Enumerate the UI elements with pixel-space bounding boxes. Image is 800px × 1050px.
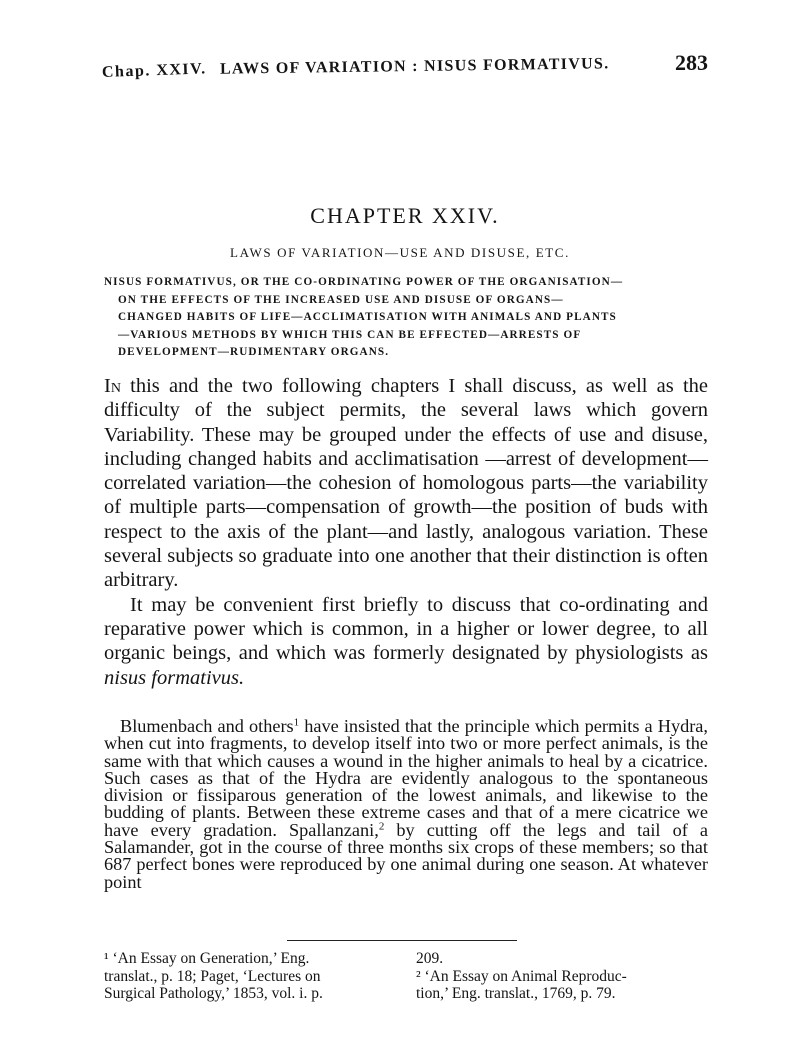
- main-text: [104, 374, 708, 690]
- running-head: [102, 50, 712, 86]
- footnote-line: Surgical Pathology,’ 1853, vol. i. p.: [104, 985, 323, 1002]
- paragraph-text: Blumenbach and others: [120, 716, 294, 736]
- page-number: 283: [675, 50, 708, 75]
- chapter-heading: CHAPTER XXIV.: [310, 203, 500, 228]
- summary-line: ON THE EFFECTS OF THE INCREASED USE AND DISUSE OF ORGANS—: [118, 293, 564, 306]
- chapter-summary: [104, 274, 710, 362]
- paragraph-nisus: [104, 593, 708, 690]
- paragraph-blumenbach: [104, 718, 708, 891]
- footnote-column-left: [104, 950, 396, 1003]
- running-head-title: LAWS OF VARIATION : NISUS FORMATIVUS.: [219, 55, 610, 78]
- footnote-line: tion,’ Eng. translat., 1769, p. 79.: [416, 985, 616, 1002]
- summary-line: —VARIOUS METHODS BY WHICH THIS CAN BE EFFECTED—ARRESTS OF: [118, 328, 582, 341]
- chapter-subheading: LAWS OF VARIATION—USE AND DISUSE, ETC.: [230, 245, 570, 260]
- summary-line: CHANGED HABITS OF LIFE—ACCLIMATISATION WITH ANIMALS AND PLANTS: [118, 311, 617, 323]
- footnote-ref: 1: [293, 716, 300, 729]
- paragraph-text: this and the two following chapters I shall discuss, as well as the difficulty of the subject permits, the several laws which govern Variability. These may be grouped under the effects of use and disuse, including changed habits and acclimatisation —arrest of development—correlated variation—the cohesion of homologous parts—the variability of multiple parts—compensation of growth—the position of buds with respect to the axis of the plant—and lastly, analogous variation. These several subjects so graduate into one another that their distinction is often arbitrary.: [104, 375, 708, 592]
- paragraph-text: by cutting off the legs and tail of a Salamander, got in the course of three months six crops of these members; so that 687 perfect bones were reproduced by one animal during one season. At whatever point: [104, 819, 708, 892]
- summary-line: NISUS FORMATIVUS, OR THE CO-ORDINATING POWER OF THE ORGANISATION—: [104, 276, 624, 288]
- italic-term: nisus formativus.: [104, 666, 245, 689]
- initial-word: In: [104, 375, 121, 397]
- paragraph-text: It may be convenient first briefly to discuss that co-ordinating and reparative power which is common, in a higher or lower degree, to all organic beings, and which was formerly designated by physiologists as: [104, 593, 708, 665]
- paragraph-text: have insisted that the principle which permits a Hydra, when cut into fragments, to develop itself into two or more perfect animals, is the same with that which causes a wound in the higher animals to heal by a cicatrice. Such cases as that of the Hydra are evidently analogous to the spontaneous division or fissiparous generation of the lowest animals, and likewise to the budding of plants. Between these extreme cases and that of a mere cicatrice we have every gradation. Spallanzani,: [104, 716, 708, 840]
- running-head-chapter: Chap. XXIV.: [101, 60, 207, 81]
- footnote-line: ² ‘An Essay on Animal Reproduc-: [416, 967, 627, 985]
- footnote-ref: 2: [378, 820, 385, 833]
- summary-line: DEVELOPMENT—RUDIMENTARY ORGANS.: [118, 346, 390, 358]
- footnote-line: 209.: [416, 950, 444, 967]
- small-print-text: [104, 718, 708, 891]
- footnote-divider: [287, 940, 517, 941]
- footnote-line: translat., p. 18; Paget, ‘Lectures on: [104, 967, 321, 985]
- footnote-line: ¹ ‘An Essay on Generation,’ Eng.: [104, 950, 310, 967]
- footnote-column-right: [416, 950, 710, 1003]
- paragraph-intro: [104, 374, 708, 593]
